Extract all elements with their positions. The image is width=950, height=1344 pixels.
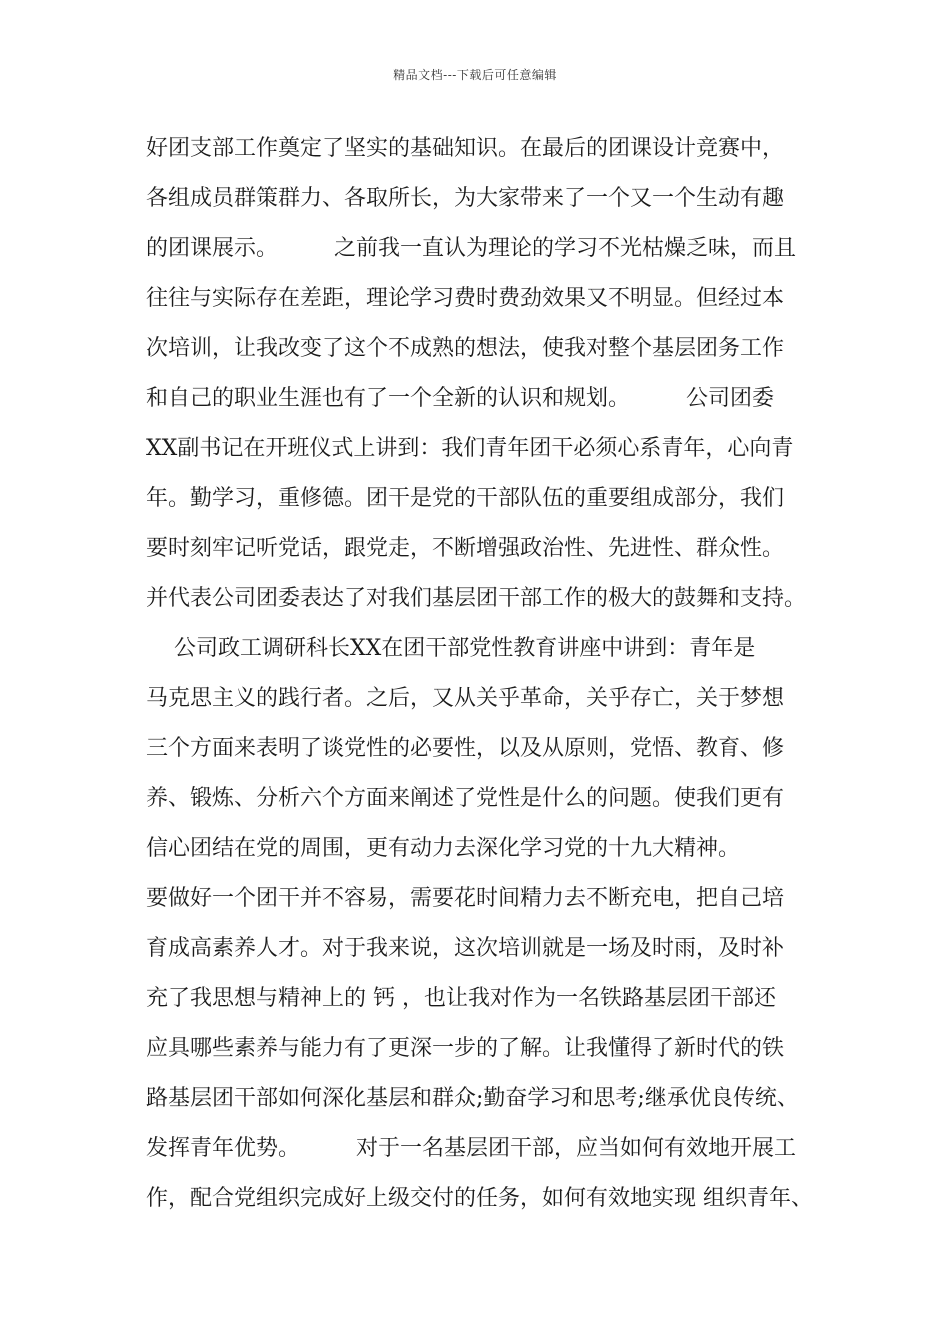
- text-line: 马克思主义的践行者。之后，又从关乎革命，关乎存亡，关于梦想: [146, 686, 785, 711]
- text-line: 公司政工调研科长XX在团干部党性教育讲座中讲到：青年是: [146, 636, 756, 661]
- document-body: [146, 124, 836, 1224]
- text-line: 各组成员群策群力、各取所长，为大家带来了一个又一个生动有趣: [146, 186, 785, 211]
- text-line: 作，配合党组织完成好上级交付的任务，如何有效地实现 组织青年、: [146, 1186, 813, 1211]
- text-line: 年。勤学习，重修德。团干是党的干部队伍的重要组成部分，我们: [146, 486, 785, 511]
- text-line: 次培训，让我改变了这个不成熟的想法，使我对整个基层团务工作: [146, 336, 785, 361]
- text-line: 路基层团干部如何深化基层和群众;勤奋学习和思考;继承优良传统、: [146, 1086, 799, 1111]
- text-line: 并代表公司团委表达了对我们基层团干部工作的极大的鼓舞和支持。: [146, 586, 807, 611]
- text-line: 应具哪些素养与能力有了更深一步的了解。让我懂得了新时代的铁: [146, 1036, 785, 1061]
- text-line: 发挥青年优势。 对于一名基层团干部，应当如何有效地开展工: [146, 1136, 796, 1161]
- text-line: 三个方面来表明了谈党性的必要性，以及从原则，党悟、教育、修: [146, 736, 785, 761]
- text-line: 要做好一个团干并不容易，需要花时间精力去不断充电，把自己培: [146, 886, 785, 911]
- text-line: 好团支部工作奠定了坚实的基础知识。在最后的团课设计竞赛中，: [146, 136, 785, 161]
- text-line: 育成高素养人才。对于我来说，这次培训就是一场及时雨，及时补: [146, 936, 785, 961]
- text-line: 养、锻炼、分析六个方面来阐述了党性是什么的问题。使我们更有: [146, 786, 785, 811]
- text-line: 往往与实际存在差距，理论学习费时费劲效果又不明显。但经过本: [146, 286, 785, 311]
- page-header: 精品文档---下载后可任意编辑: [393, 68, 557, 82]
- text-line: 的团课展示。 之前我一直认为理论的学习不光枯燥乏味，而且: [146, 236, 796, 261]
- text-line: 要时刻牢记听党话，跟党走，不断增强政治性、先进性、群众性。: [146, 536, 785, 561]
- text-line: XX副书记在开班仪式上讲到：我们青年团干必须心系青年，心向青: [146, 436, 794, 461]
- text-line: 信心团结在党的周围，更有动力去深化学习党的十九大精神。: [146, 836, 741, 861]
- text-line: 充了我思想与精神上的 钙 ，也让我对作为一名铁路基层团干部还: [146, 986, 776, 1011]
- text-line: 和自己的职业生涯也有了一个全新的认识和规划。 公司团委: [146, 386, 774, 411]
